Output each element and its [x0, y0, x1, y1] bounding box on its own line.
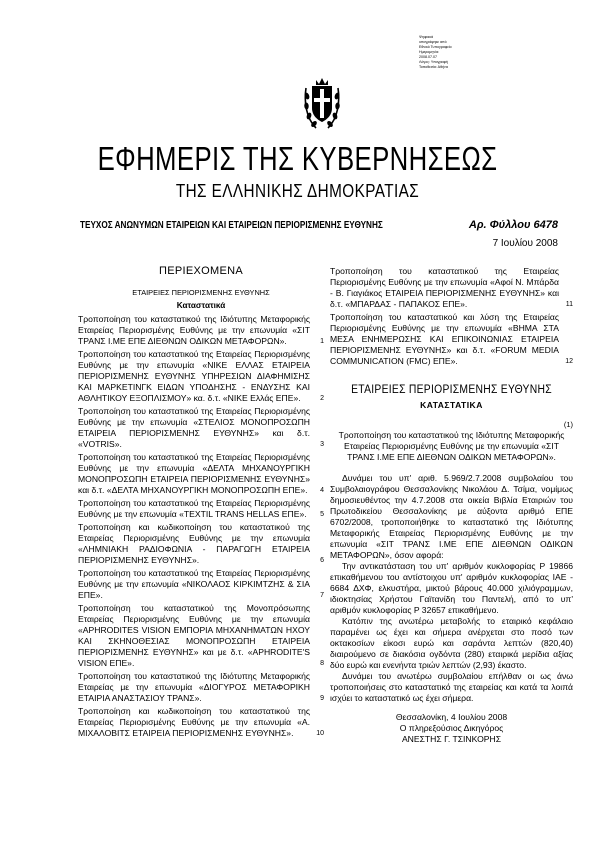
toc-entry-page: 2 — [320, 395, 324, 402]
toc-entry-page: 3 — [320, 441, 324, 448]
toc-entry[interactable] — [330, 266, 573, 310]
toc-entry-page: 5 — [320, 511, 324, 518]
notice-title: Τροποποίηση του καταστατικού της Ιδιότυπης Μεταφορικής Εταιρείας Περιορισμένης Ευθύνης με την επωνυμία «ΣΙΤ ΤΡΑΝΣ Ι.ΜΕ ΕΠΕ ΔΙΕΘΝΩΝ ΟΔΙΚΩΝ ΜΕΤΑΦΟΡΩΝ». — [338, 430, 565, 462]
toc-entry-page: 8 — [320, 660, 324, 667]
notice-paragraph: Δυνάμει του ανωτέρω συμβολαίου επήλθαν οι ως άνω τροποποιήσεις στο καταστατικό της εταιρείας και κατά τα λοιπά ισχύει το καταστατικό ως έχει σήμερα. — [330, 671, 573, 703]
toc-entry-page: 12 — [565, 358, 573, 365]
signature-role: Ο πληρεξούσιος Δικηγόρος — [399, 723, 504, 733]
toc-entry[interactable] — [330, 312, 573, 367]
greek-coat-of-arms-icon — [302, 74, 342, 132]
toc-entry-page: 4 — [320, 487, 324, 494]
signature-place-date: Θεσσαλονίκη, 4 Ιουλίου 2008 — [395, 712, 508, 722]
toc-entry-page: 1 — [320, 338, 324, 345]
toc-entry-page: 7 — [320, 592, 324, 599]
toc-entry[interactable] — [78, 706, 324, 739]
content-column-right — [330, 266, 573, 745]
toc-entry[interactable] — [78, 522, 324, 566]
toc-entry[interactable] — [78, 568, 324, 601]
toc-entry-text: Τροποποίηση του καταστατικού της Μονοπρόσωπης Εταιρείας Περιορισμένης Ευθύνης με την επωνυμία «APHRODITES VISION ΕΜΠΟΡΙΑ ΜΗΧΑΝΗΜΑΤΩΝ ΗΧΟΥ ΚΑΙ ΣΚΗΝΟΘΕΣΙΑΣ ΜΟΝΟΠΡΟΣΩΠΗ ΕΤΑΙΡΕΙΑ ΠΕΡΙΟΡΙΣΜΕΝΗΣ ΕΥΘΥΝΗΣ» και με δ.τ. «APHRODITE'S VISION ΕΠΕ». — [78, 603, 310, 668]
gazette-title: ΕΦΗΜΕΡΙΣ ΤΗΣ ΚΥΒΕΡΝΗΣΕΩΣ — [97, 140, 498, 177]
toc-heading: ΠΕΡΙΕΧΟΜΕΝΑ — [159, 265, 243, 277]
toc-entry[interactable] — [78, 671, 324, 704]
toc-entry-text: Τροποποίηση του καταστατικού της Ιδιότυπης Μεταφορικής Εταιρείας με την επωνυμία «ΔΙΟΓΥΡΟΣ ΜΕΤΑΦΟΡΙΚΗ ΕΤΑΙΡΙΑ ΑΝΑΣΤΑΣΙΟΥ ΤΡΑΝΣ». — [78, 671, 310, 703]
toc-entry[interactable] — [78, 498, 324, 520]
stamp-line: Λόγος: Υπογραφή — [419, 60, 448, 64]
toc-entry-text: Τροποποίηση του καταστατικού και λύση της Εταιρείας Περιορισμένης Ευθύνης με την επωνυμία «ΒΗΜΑ ΣΤΑ ΜΕΣΑ ΕΝΗΜΕΡΩΣΗΣ ΚΑΙ ΕΠΙΚΟΙΝΩΝΙΑΣ ΕΤΑΙΡΕΙΑ ΠΕΡΙΟΡΙΣΜΕΝΗΣ ΕΥΘΥΝΗΣ» και δ.τ. «FORUM MEDIA COMMUNICATION (FMC) ΕΠΕ». — [330, 312, 559, 366]
signature-name: ΑΝΕΣΤΗΣ Γ. ΤΣΙΝΚΟΡΗΣ — [401, 734, 502, 744]
toc-subsection: Καταστατικά — [176, 301, 226, 310]
toc-entry[interactable] — [78, 406, 324, 450]
toc-entry-text: Τροποποίηση και κωδικοποίηση του καταστατικού της Εταιρείας Περιορισμένης Ευθύνης με την επωνυμία «Α. ΜΙΧΑΛΟΒΙΤΣ ΕΤΑΙΡΕΙΑ ΠΕΡΙΟΡΙΣΜΕΝΗΣ ΕΥΘΥΝΗΣ». — [78, 706, 310, 738]
issue-number: Αρ. Φύλλου 6478 — [468, 219, 558, 231]
signature-block — [330, 712, 573, 745]
toc-entry[interactable] — [78, 314, 324, 347]
toc-entry-text: Τροποποίηση του καταστατικού της Εταιρείας Περιορισμένης Ευθύνης με την επωνυμία «TEXTIL TRANS HELLAS ΕΠΕ». — [78, 498, 310, 519]
toc-entry[interactable] — [78, 603, 324, 669]
stamp-line: Εθνικό Τυπογραφείο — [419, 45, 452, 49]
notice-number: (1) — [563, 420, 573, 429]
toc-section: ΕΤΑΙΡΕΙΕΣ ΠΕΡΙΟΡΙΣΜΕΝΗΣ ΕΥΘΥΝΗΣ — [132, 288, 270, 297]
toc-entry-page: 6 — [320, 557, 324, 564]
toc-entry[interactable] — [78, 349, 324, 404]
toc-entry-page: 11 — [565, 301, 573, 308]
toc-entry-text: Τροποποίηση του καταστατικού της Εταιρείας Περιορισμένης Ευθύνης με την επωνυμία «ΝΙΚΕ ΕΛΛΑΣ ΕΤΑΙΡΕΙΑ ΠΕΡΙΟΡΙΣΜΕΝΗΣ ΕΥΘΥΝΗΣ ΥΠΗΡΕΣΙΩΝ ΔΙΑΦΗΜΙΣΗΣ ΚΑΙ ΜΑΡΚΕΤΙΝΓΚ ΕΙΔΩΝ ΥΠΟΔΗΣΗΣ - ΕΝΔΥΣΗΣ ΚΑΙ ΑΘΛΗΤΙΚΟΥ ΕΞΟΠΛΙΣΜΟΥ» κα. δ.τ. «ΝΙΚΕ Ελλάς ΕΠΕ». — [78, 349, 310, 403]
toc-entry-page: 9 — [320, 695, 324, 702]
issue-date: 7 Ιουλίου 2008 — [492, 238, 558, 249]
notice-paragraph: Την αντικατάσταση του υπ' αριθμόν κυκλοφορίας Ρ 19866 επικαθήμενου του αντίστοιχου υπ' αριθμόν κυκλοφορίας ΙΑΕ - 6684 ΔΧΦ, ελκυστήρα, μικτού βάρους 40.000 χιλιόγραμμων, ιδιοκτησίας Χρήστου Γαϊτανίδη του Παντελή, από το υπ' αριθμόν κυκλοφορίας Ρ 32657 επικαθήμενο. — [330, 561, 573, 615]
stamp-line: Ημερομηνία: — [419, 50, 440, 54]
toc-entry-text: Τροποποίηση του καταστατικού της Εταιρείας Περιορισμένης Ευθύνης με την επωνυμία «ΔΕΛΤΑ ΜΗΧΑΝΟΥΡΓΙΚΗ ΜΟΝΟΠΡΟΣΩΠΗ ΕΤΑΙΡΕΙΑ ΠΕΡΙΟΡΙΣΜΕΝΗΣ ΕΥΘΥΝΗΣ» και δ.τ. «ΔΕΛΤΑ ΜΗΧΑΝΟΥΡΓΙΚΗ ΜΟΝΟΠΡΟΣΩΠΗ ΕΠΕ». — [78, 452, 310, 495]
digital-signature-stamp — [419, 35, 479, 70]
toc-entry-text: Τροποποίηση του καταστατικού της Εταιρείας Περιορισμένης Ευθύνης με την επωνυμία «ΝΙΚΟΛΑΟΣ ΚΙΡΚΙΜΤΖΗΣ & ΣΙΑ ΕΠΕ». — [78, 568, 310, 600]
section-heading: ΕΤΑΙΡΕΙΕΣ ΠΕΡΙΟΡΙΣΜΕΝΗΣ ΕΥΘΥΝΗΣ — [351, 384, 552, 396]
toc-entry-text: Τροποποίηση και κωδικοποίηση του καταστατικού της Εταιρείας Περιορισμένης Ευθύνης με την επωνυμία «ΛΗΜΝΙΑΚΗ ΡΑΔΙΟΦΩΝΙΑ - ΠΑΡΑΓΩΓΗ ΕΤΑΙΡΕΙΑ ΠΕΡΙΟΡΙΣΜΕΝΗΣ ΕΥΘΥΝΗΣ». — [78, 522, 310, 565]
toc-entry-text: Τροποποίηση του καταστατικού της Ιδιότυπης Μεταφορικής Εταιρείας Περιορισμένης Ευθύνης με την επωνυμία «ΣΙΤ ΤΡΑΝΣ Ι.ΜΕ ΕΠΕ ΔΙΕΘΝΩΝ ΟΔΙΚΩΝ ΜΕΤΑΦΟΡΩΝ». — [78, 314, 310, 346]
stamp-line: Ψηφιακά — [419, 35, 434, 39]
stamp-line: Τοποθεσία: Αθήνα — [419, 65, 448, 69]
stamp-line: 2008.07.07 — [419, 55, 437, 59]
section-subheading: ΚΑΤΑΣΤΑΤΙΚΑ — [420, 400, 483, 410]
toc-column-left — [78, 266, 324, 741]
notice-paragraph: Κατόπιν της ανωτέρω μεταβολής το εταιρικό κεφάλαιο παραμένει ως έχει και σήμερα ανέρχεται στο ποσό των οκτακοσίων είκοσι ευρώ και σαράντα λεπτών (820,40) διαιρούμενο σε διακόσια ογδόντα (280) εταιρικά μερίδια αξίας δύο ευρώ και ενενήντα τριών λεπτών (2,93) έκαστο. — [330, 616, 573, 670]
toc-entry-text: Τροποποίηση του καταστατικού της Εταιρείας Περιορισμένης Ευθύνης με την επωνυμία «Αφοί Ν. Μπάρδα - Β. Γιαγιάκος ΕΤΑΙΡΕΙΑ ΠΕΡΙΟΡΙΣΜΕΝΗΣ ΕΥΘΥΝΗΣ» και δ.τ. «ΜΠΑΡΔΑΣ - ΠΑΠΑΚΟΣ ΕΠΕ». — [330, 266, 559, 309]
toc-entry-text: Τροποποίηση του καταστατικού της Εταιρείας Περιορισμένης Ευθύνης με την επωνυμία «ΣΤΕΛΙΟΣ ΜΟΝΟΠΡΟΣΩΠΗ ΕΤΑΙΡΕΙΑ ΠΕΡΙΟΡΙΣΜΕΝΗΣ ΕΥΘΥΝΗΣ» και δ.τ. «VOTRIS». — [78, 406, 310, 449]
toc-entry[interactable] — [78, 452, 324, 496]
stamp-line: υπογράφηκε από — [419, 40, 447, 44]
notice-paragraph: Δυνάμει του υπ' αριθ. 5.969/2.7.2008 συμβολαίου του Συμβολαιογράφου Θεσσαλονίκης Νικολάου Δ. Τσίμα, νομίμως δημοσιευθέντος την 4.7.2008 στα οικεία Βιβλία Εταιριών του Πρωτοδικείου Θεσσαλονίκης με αύξοντα αριθμό ΕΠΕ 6702/2008, τροποποιήθηκε το καταστατικό της Ιδιότυπης Μεταφορικής Εταιρείας Περιορισμένης Ευθύνης με την επωνυμία «ΣΙΤ ΤΡΑΝΣ Ι.ΜΕ ΕΠΕ ΔΙΕΘΝΩΝ ΟΔΙΚΩΝ ΜΕΤΑΦΟΡΩΝ», όσον αφορά: — [330, 473, 573, 560]
toc-entry-page: 10 — [316, 730, 324, 737]
gazette-subtitle: ΤΗΣ ΕΛΛΗΝΙΚΗΣ ΔΗΜΟΚΡΑΤΙΑΣ — [175, 181, 420, 201]
gazette-series: ΤΕΥΧΟΣ ΑΝΩΝΥΜΩΝ ΕΤΑΙΡΕΙΩΝ ΚΑΙ ΕΤΑΙΡΕΙΩΝ ΠΕΡΙΟΡΙΣΜΕΝΗΣ ΕΥΘΥΝΗΣ — [80, 219, 383, 231]
